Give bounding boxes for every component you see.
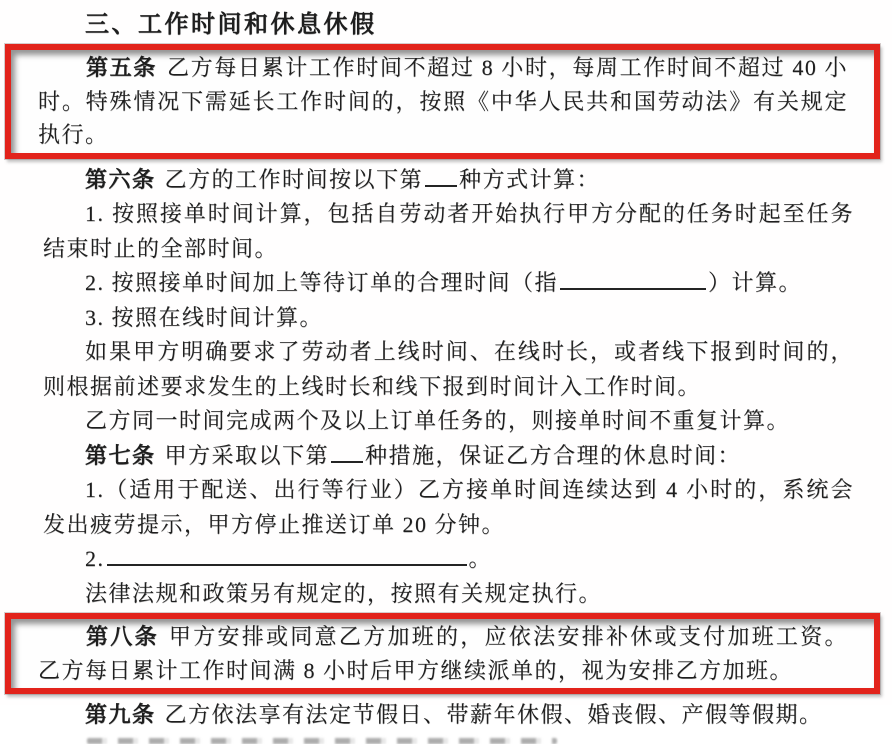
- clause-6-item-2: [43, 266, 854, 301]
- clause-text: 2.: [85, 546, 105, 571]
- clause-text: 1. 按照接单时间计算，包括自劳动者开始执行甲方分配的任务时起至任务结束时止的全部时间。: [43, 201, 854, 261]
- clause-7-note-laws: [43, 577, 854, 612]
- clause-6-item-1: [43, 197, 854, 266]
- clause-7-item-1: [43, 473, 854, 542]
- clause-number-label: 第八条: [86, 624, 159, 649]
- clause-6-note-online-time: [43, 335, 854, 404]
- clause-6-note-concurrent-orders: [43, 404, 854, 439]
- fill-in-blank-underline: [107, 550, 467, 566]
- clause-text: 3. 按照在线时间计算。: [85, 304, 324, 330]
- clause-text: 如果甲方明确要求了劳动者上线时间、在线时长，或者线下报到时间的，则根据前述要求发生的上线时长和线下报到时间计入工作时间。: [43, 339, 854, 399]
- clause-9: [43, 698, 854, 733]
- clause-text: 甲方采取以下第: [164, 442, 330, 468]
- clause-text: 乙方同一时间完成两个及以上订单任务的，则接单时间不重复计算。: [85, 408, 791, 433]
- fill-in-blank-underline: [331, 447, 363, 463]
- clause-number-label: 第五条: [86, 55, 157, 80]
- clause-5-highlighted-red-annotation-box: [5, 44, 880, 159]
- clause-7-item-2: [43, 542, 854, 577]
- fill-in-blank-underline: [560, 274, 706, 290]
- clause-text: 甲方安排或同意乙方加班的，应依法安排补休或支付加班工资。乙方每日累计工作时间满 8 小时后甲方继续派单的，视为安排乙方加班。: [38, 624, 848, 683]
- clause-text: 乙方依法享有法定节假日、带薪年休假、婚丧假、产假等假期。: [164, 702, 823, 727]
- clause-text: 乙方的工作时间按以下第: [164, 166, 424, 192]
- clause-text: 2. 按照接单时间加上等待订单的合理时间（指: [85, 270, 559, 295]
- paragraphs-container: [38, 44, 854, 733]
- clause-6: [43, 163, 854, 198]
- clause-text: 法律法规和政策另有规定的，按照有关规定执行。: [85, 580, 603, 606]
- clause-number-label: 第九条: [85, 702, 156, 727]
- clause-number-label: 第七条: [85, 442, 156, 468]
- clause-8-highlighted-red-annotation-box: [5, 613, 880, 694]
- clause-7: [43, 439, 854, 474]
- clause-text: 1.（适用于配送、出行等行业）乙方接单时间连续达到 4 小时的，系统会发出疲劳提示，甲方停止推送订单 20 分钟。: [43, 477, 854, 537]
- fill-in-blank-underline: [425, 171, 457, 187]
- clause-number-label: 第六条: [85, 166, 156, 192]
- clause-text: 种方式计算：: [459, 166, 601, 192]
- clause-text: 。: [468, 546, 493, 571]
- section-heading: 三、工作时间和休息休假: [85, 12, 377, 38]
- clause-text: 乙方每日累计工作时间不超过 8 小时，每周工作时间不超过 40 小时。特殊情况下需延长工作时间的，按照《中华人民共和国劳动法》有关规定执行。: [38, 55, 848, 147]
- clause-text: ）计算。: [708, 270, 803, 295]
- clause-6-item-3: [43, 301, 854, 336]
- clause-text: 种措施，保证乙方合理的休息时间：: [365, 442, 742, 468]
- page-bottom-cutoff-text-line: [87, 738, 557, 744]
